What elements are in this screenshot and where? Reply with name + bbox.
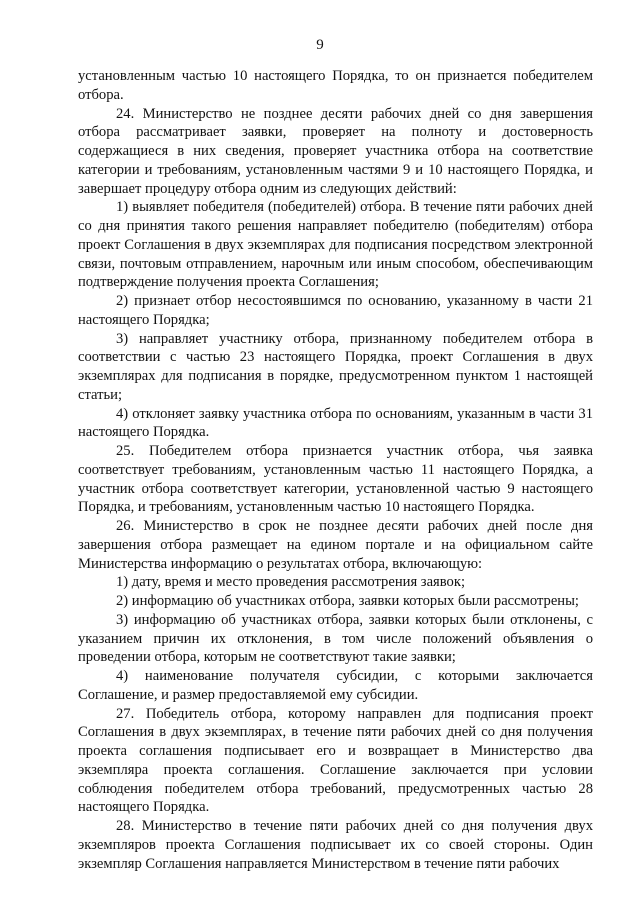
paragraph-26-item-4: 4) наименование получателя субсидии, с которыми заключается Соглашение, и размер предоставляемой ему субсидии. bbox=[78, 668, 593, 703]
paragraph-28: 28. Министерство в течение пяти рабочих дней со дня получения двух экземпляров проекта Соглашения подписывает их со своей стороны. Один экземпляр Соглашения направляется Министерством в течение пяти рабочих bbox=[78, 818, 593, 872]
paragraph-24-item-3: 3) направляет участнику отбора, признанному победителем отбора в соответствии с частью 23 настоящего Порядка, проект Соглашения в двух экземплярах для подписания в порядке, предусмотренном пунктом 1 настоящей статьи; bbox=[78, 330, 593, 403]
paragraph-24: 24. Министерство не позднее десяти рабочих дней со дня завершения отбора рассматривает заявки, проверяет на полноту и достоверность содержащиеся в них сведения, проверяет участника отбора на соответствие категории и требованиям, установленным частями 9 и 10 настоящего Порядка, и завершает процедуру отбора одним из следующих действий: bbox=[78, 105, 593, 197]
paragraph-24-item-4: 4) отклоняет заявку участника отбора по основаниям, указанным в части 31 настоящего Порядка. bbox=[78, 405, 593, 441]
paragraph-26-item-1: 1) дату, время и место проведения рассмотрения заявок; bbox=[116, 574, 465, 591]
paragraph-27: 27. Победитель отбора, которому направлен для подписания проект Соглашения в двух экземплярах, в течение пяти рабочих дней со дня получения проекта соглашения подписывает его и возвращает в Министерство два экземпляра проекта соглашения. Соглашение заключается при условии соблюдения победителем отбора требований, предусмотренных частью 28 настоящего Порядка. bbox=[78, 705, 593, 816]
document-body bbox=[78, 67, 593, 873]
paragraph-26: 26. Министерство в срок не позднее десяти рабочих дней после дня завершения отбора размещает на едином портале и на официальном сайте Министерства информацию о результатах отбора, включающую: bbox=[78, 518, 593, 572]
paragraph-26-item-2: 2) информацию об участниках отбора, заявки которых были рассмотрены; bbox=[116, 593, 579, 609]
paragraph-continuation: установленным частью 10 настоящего Порядка, то он признается победителем отбора. bbox=[78, 68, 593, 103]
paragraph-26-item-3: 3) информацию об участниках отбора, заявки которых были отклонены, с указанием причин их отклонения, в том числе положений объявления о проведении отбора, которым не соответствуют такие заявки; bbox=[78, 611, 593, 666]
page-number: 9 bbox=[316, 37, 324, 53]
paragraph-25: 25. Победителем отбора признается участник отбора, чья заявка соответствует требованиям, установленным частью 11 настоящего Порядка, а участник отбора соответствует категории, установленной частью 9 настоящего Порядка, и требованиям, установленным частью 10 настоящего Порядка. bbox=[78, 443, 593, 516]
paragraph-24-item-1: 1) выявляет победителя (победителей) отбора. В течение пяти рабочих дней со дня принятия такого решения направляет победителю (победителям) отбора проект Соглашения в двух экземплярах для подписания посредством электронной связи, почтовым отправлением, нарочным или иным способом, обеспечивающим подтверждение получения проекта Соглашения; bbox=[78, 199, 593, 291]
paragraph-24-item-2: 2) признает отбор несостоявшимся по основанию, указанному в части 21 настоящего Порядка; bbox=[78, 293, 593, 328]
